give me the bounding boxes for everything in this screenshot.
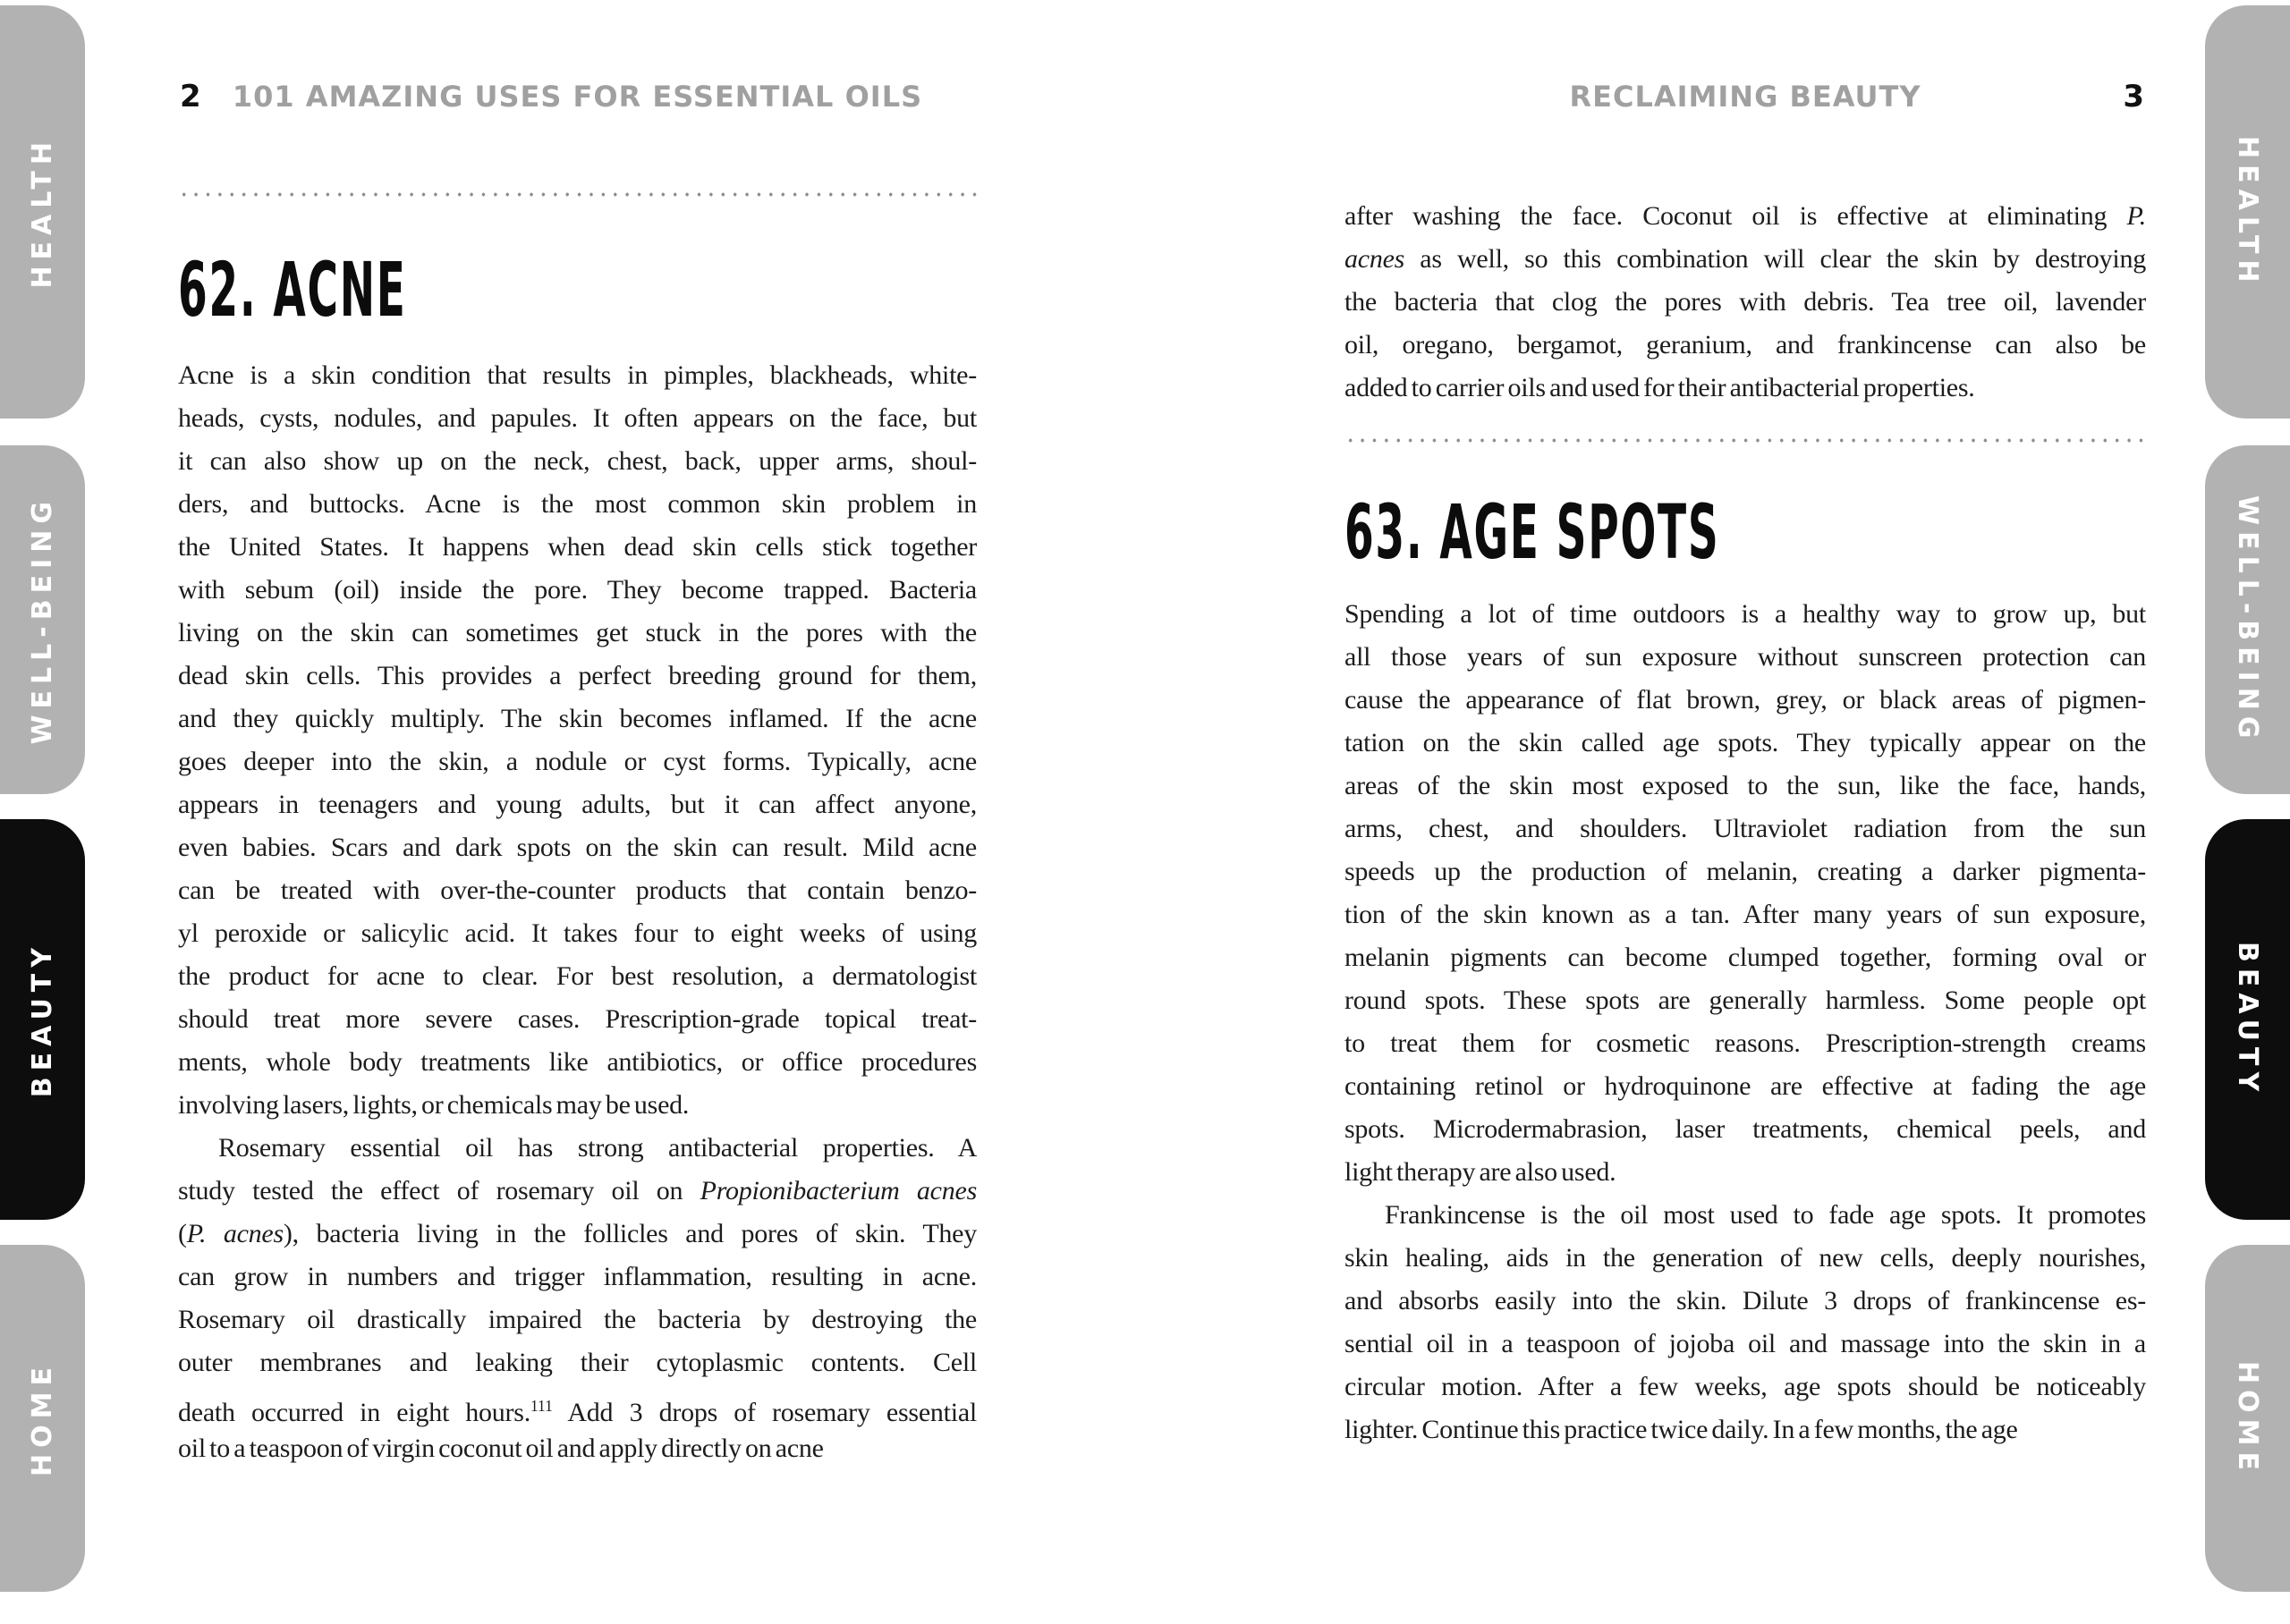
text-line: Frankincense is the oil most used to fade age spots. It promotes xyxy=(1385,1200,2146,1230)
text-line: it can also show up on the neck, chest, back, upper arms, shoul- xyxy=(178,446,977,476)
text-line: arms, chest, and shoulders. Ultraviolet radiation from the sun xyxy=(1344,814,2146,843)
page-number: 2 xyxy=(180,79,201,114)
right-page-header xyxy=(1344,79,2146,114)
text-line: and absorbs easily into the skin. Dilute 3 drops of frankincense es- xyxy=(1344,1286,2146,1315)
text-line: melanin pigments can become clumped together, forming oval or xyxy=(1344,943,2146,972)
page-number: 3 xyxy=(2123,79,2144,114)
continuation-body-acne xyxy=(1344,195,2146,410)
text-line: speeds up the production of melanin, creating a darker pigmenta- xyxy=(1344,857,2146,886)
paragraph xyxy=(1344,1194,2146,1451)
text-line: outer membranes and leaking their cytoplasmic contents. Cell xyxy=(178,1348,977,1377)
text-line: Rosemary oil drastically impaired the bacteria by destroying the xyxy=(178,1305,977,1334)
text-line: tation on the skin called age spots. They typically appear on the xyxy=(1344,728,2146,757)
text-line: Spending a lot of time outdoors is a healthy way to grow up, but xyxy=(1344,599,2146,629)
text-line: can be treated with over-the-counter products that contain benzo- xyxy=(178,875,977,905)
tab-beauty-right[interactable] xyxy=(2205,819,2290,1220)
text-line: appears in teenagers and young adults, but it can affect anyone, xyxy=(178,790,977,819)
text-line: acnes as well, so this combination will clear the skin by destroying xyxy=(1344,244,2146,274)
tab-well-being-right[interactable] xyxy=(2205,445,2290,794)
dotted-divider xyxy=(178,191,977,197)
text-line: and they quickly multiply. The skin becomes inflamed. If the acne xyxy=(178,704,977,733)
text-line: after washing the face. Coconut oil is effective at eliminating P. xyxy=(1344,201,2146,231)
text-line: study tested the effect of rosemary oil on Propionibacterium acnes xyxy=(178,1176,977,1205)
text-line: the product for acne to clear. For best resolution, a dermatologist xyxy=(178,961,977,991)
text-line: containing retinol or hydroquinone are effective at fading the age xyxy=(1344,1071,2146,1101)
text-line: even babies. Scars and dark spots on the skin can result. Mild acne xyxy=(178,833,977,862)
tab-well-being-label: WELL-BEING xyxy=(2232,495,2263,745)
text-line: with sebum (oil) inside the pore. They become trapped. Bacteria xyxy=(178,575,977,605)
text-line: oil, oregano, bergamot, geranium, and frankincense can also be xyxy=(1344,330,2146,359)
text-line: light therapy are also used. xyxy=(1344,1157,1616,1187)
text-line: oil to a teaspoon of virgin coconut oil and apply directly on acne xyxy=(178,1434,824,1463)
left-page-header xyxy=(178,79,977,114)
section-heading-acne: 62. ACNE xyxy=(178,246,407,334)
text-line: Rosemary essential oil has strong antibacterial properties. A xyxy=(218,1133,977,1163)
tab-beauty-label: BEAUTY xyxy=(2232,941,2263,1098)
text-line: involving lasers, lights, or chemicals may be used. xyxy=(178,1090,690,1120)
text-line: tion of the skin known as a tan. After many years of sun exposure, xyxy=(1344,900,2146,929)
tab-beauty-label: BEAUTY xyxy=(27,941,58,1098)
text-line: (P. acnes), bacteria living in the follicles and pores of skin. They xyxy=(178,1219,977,1248)
tab-beauty-left[interactable] xyxy=(0,819,85,1220)
dotted-divider xyxy=(1344,437,2146,443)
text-line: added to carrier oils and used for their antibacterial properties. xyxy=(1344,373,1975,402)
text-line: cause the appearance of flat brown, grey, or black areas of pigmen- xyxy=(1344,685,2146,715)
text-line: living on the skin can sometimes get stuck in the pores with the xyxy=(178,618,977,647)
paragraph xyxy=(1344,593,2146,1194)
tab-well-being-label: WELL-BEING xyxy=(27,495,58,745)
paragraph xyxy=(178,1127,977,1470)
text-line: spots. Microdermabrasion, laser treatments, chemical peels, and xyxy=(1344,1114,2146,1144)
tab-health-label: HEALTH xyxy=(27,135,58,289)
left-page xyxy=(178,0,977,1470)
running-head: 101 AMAZING USES FOR ESSENTIAL OILS xyxy=(232,80,923,114)
tab-health-left[interactable] xyxy=(0,5,85,419)
running-head: RECLAIMING BEAUTY xyxy=(1569,80,1921,114)
paragraph xyxy=(178,354,977,1127)
tab-home-label: HOME xyxy=(27,1360,58,1476)
text-line: heads, cysts, nodules, and papules. It often appears on the face, but xyxy=(178,403,977,433)
text-line: sential oil in a teaspoon of jojoba oil and massage into the skin in a xyxy=(1344,1329,2146,1358)
text-line: lighter. Continue this practice twice daily. In a few months, the age xyxy=(1344,1415,2018,1444)
tab-home-label: HOME xyxy=(2232,1360,2263,1476)
tab-well-being-left[interactable] xyxy=(0,445,85,794)
text-line: areas of the skin most exposed to the sun, like the face, hands, xyxy=(1344,771,2146,800)
text-line: can grow in numbers and trigger inflammation, resulting in acne. xyxy=(178,1262,977,1291)
text-line: skin healing, aids in the generation of new cells, deeply nourishes, xyxy=(1344,1243,2146,1273)
tab-home-right[interactable] xyxy=(2205,1245,2290,1592)
tab-health-right[interactable] xyxy=(2205,5,2290,419)
text-line: ders, and buttocks. Acne is the most common skin problem in xyxy=(178,489,977,519)
section-heading-age-spots: 63. AGE SPOTS xyxy=(1344,488,1720,576)
text-line: all those years of sun exposure without sunscreen protection can xyxy=(1344,642,2146,672)
tab-health-label: HEALTH xyxy=(2232,135,2263,289)
text-line: round spots. These spots are generally harmless. Some people opt xyxy=(1344,985,2146,1015)
paragraph xyxy=(1344,195,2146,410)
section-body-age-spots xyxy=(1344,593,2146,1451)
text-line: Acne is a skin condition that results in pimples, blackheads, white- xyxy=(178,360,977,390)
right-page xyxy=(1344,0,2146,1451)
text-line: dead skin cells. This provides a perfect breeding ground for them, xyxy=(178,661,977,690)
text-line: goes deeper into the skin, a nodule or cyst forms. Typically, acne xyxy=(178,747,977,776)
text-line: to treat them for cosmetic reasons. Prescription-strength creams xyxy=(1344,1028,2146,1058)
text-line: ments, whole body treatments like antibiotics, or office procedures xyxy=(178,1047,977,1077)
text-line: the United States. It happens when dead skin cells stick together xyxy=(178,532,977,562)
text-line: yl peroxide or salicylic acid. It takes four to eight weeks of using xyxy=(178,918,977,948)
tab-home-left[interactable] xyxy=(0,1245,85,1592)
text-line: should treat more severe cases. Prescription-grade topical treat- xyxy=(178,1004,977,1034)
text-line: the bacteria that clog the pores with debris. Tea tree oil, lavender xyxy=(1344,287,2146,317)
section-body-acne xyxy=(178,354,977,1470)
text-line: circular motion. After a few weeks, age spots should be noticeably xyxy=(1344,1372,2146,1401)
text-line: death occurred in eight hours.$^{111}$ Add 3 drops of rosemary essential xyxy=(178,1397,977,1427)
